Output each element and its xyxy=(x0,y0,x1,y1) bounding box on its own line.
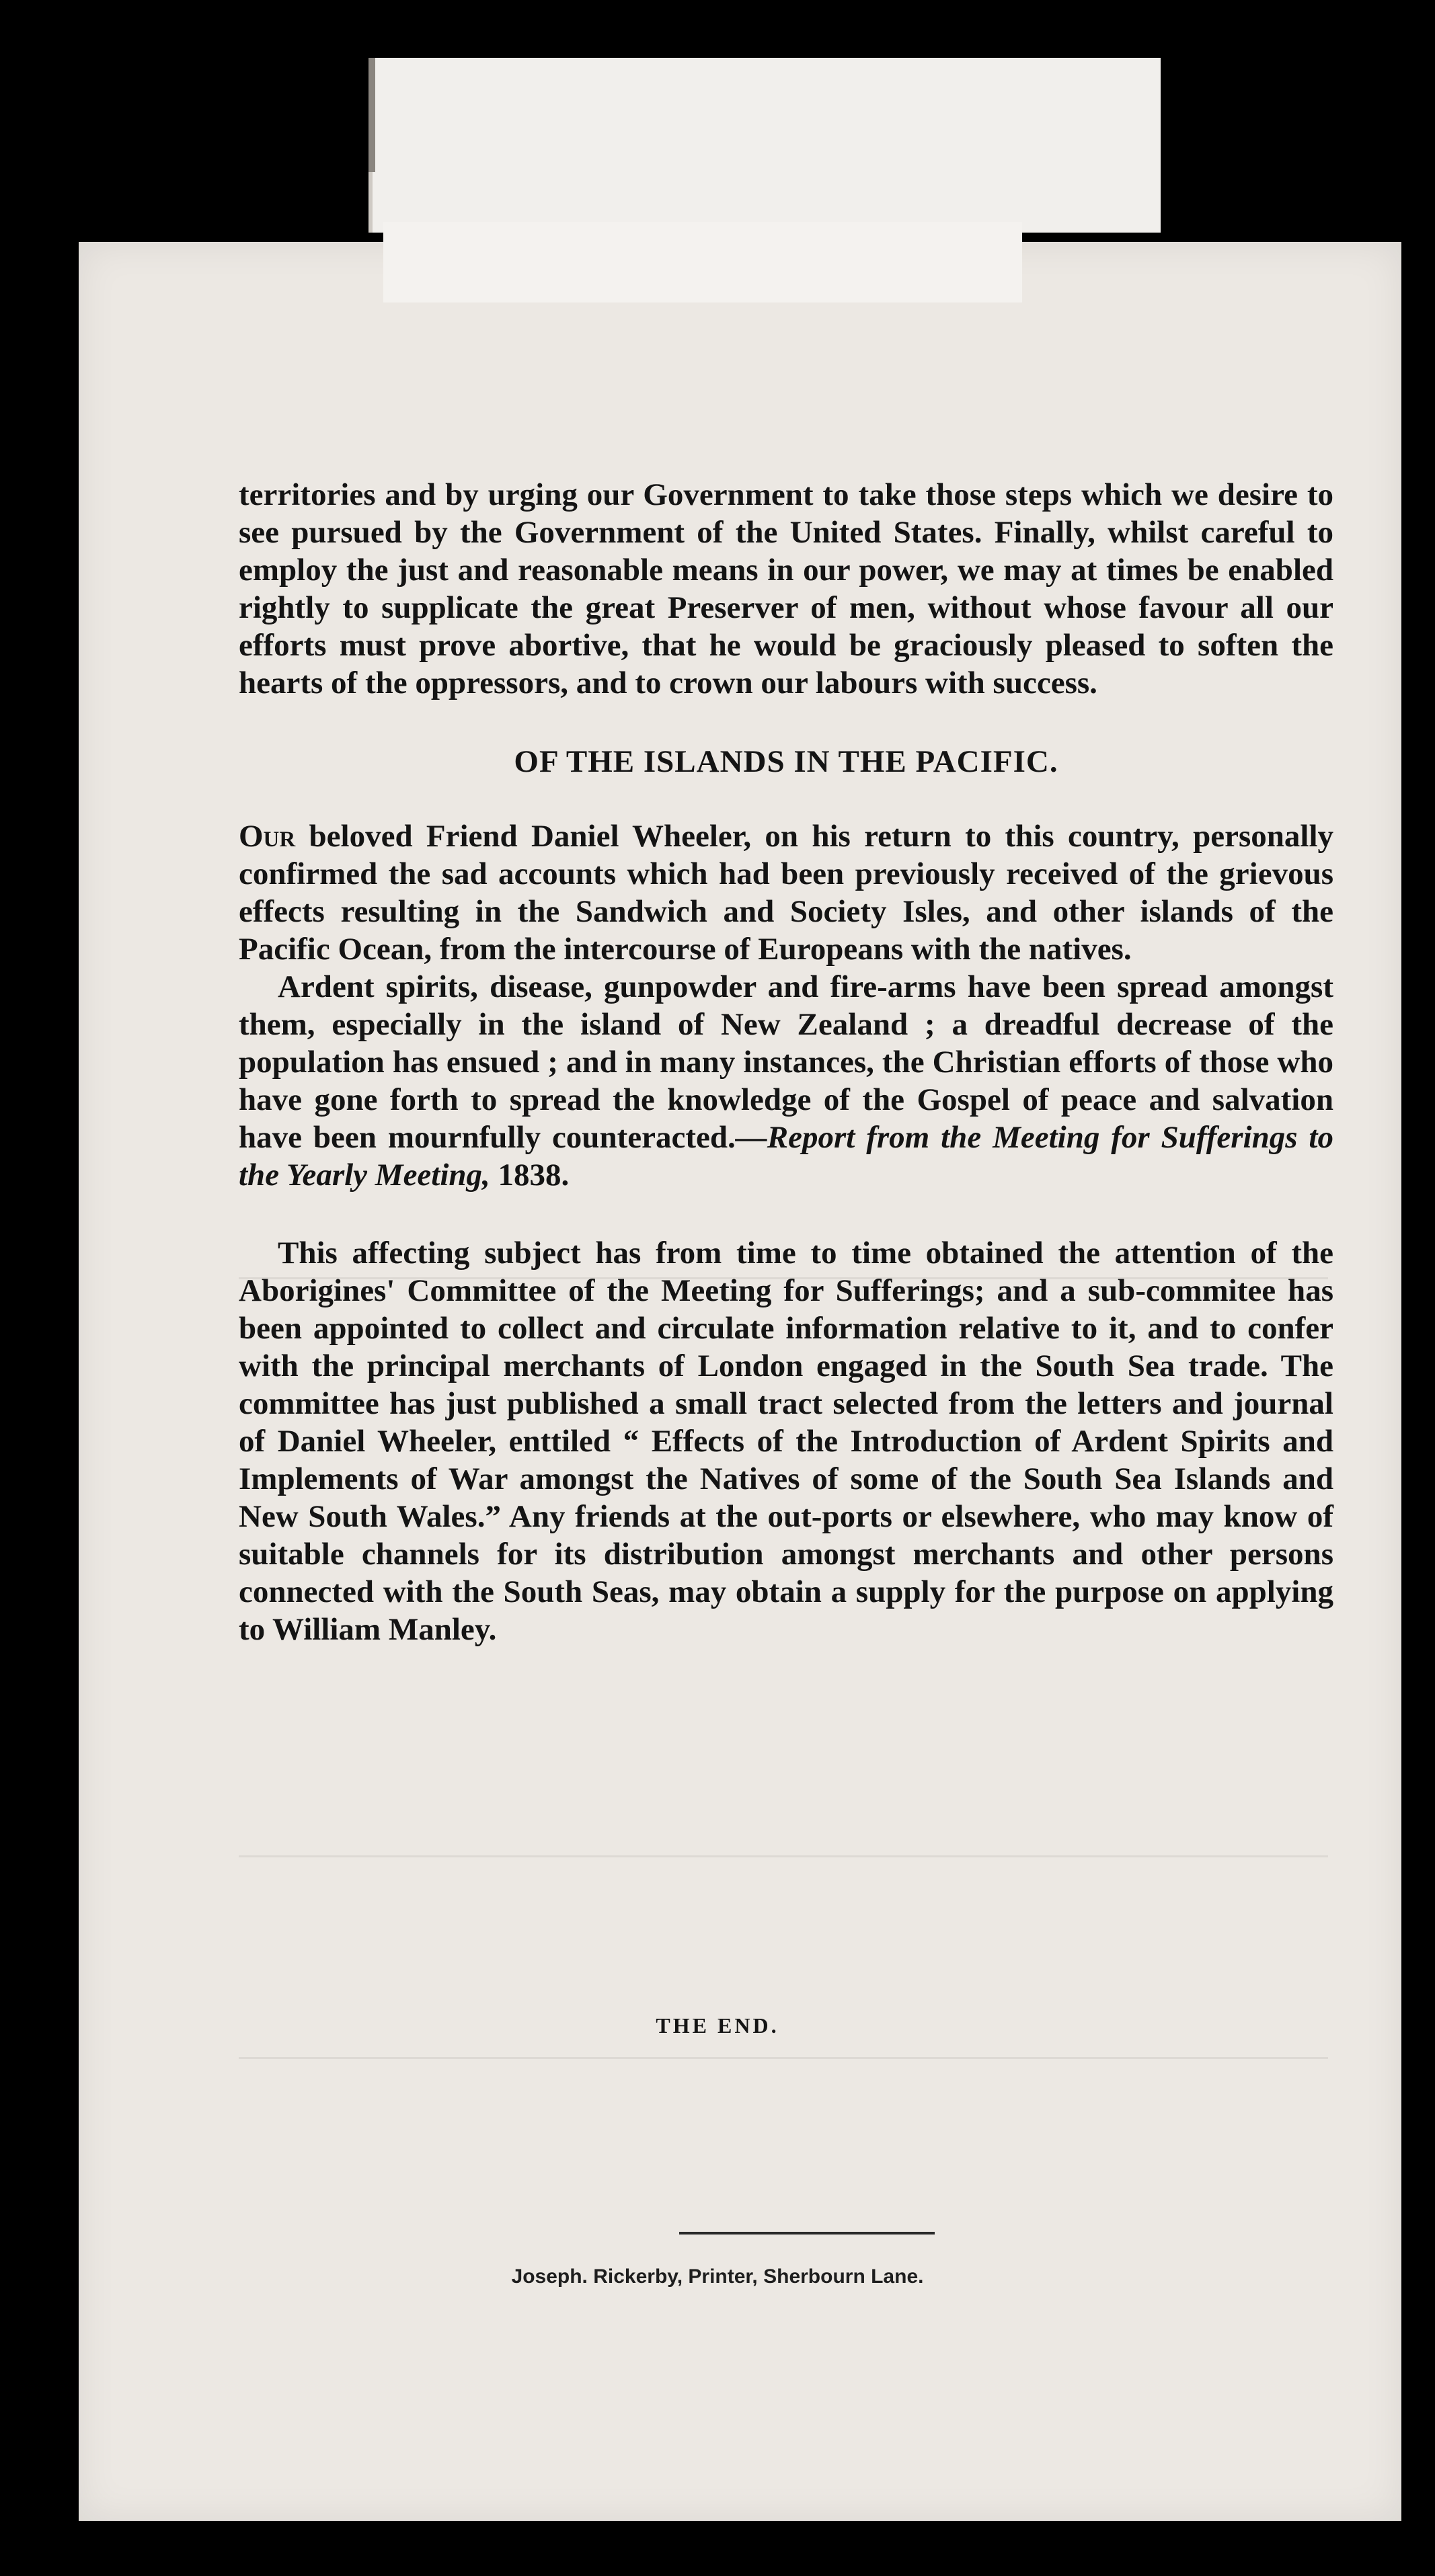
show-through-line xyxy=(239,2057,1328,2059)
printer-imprint: Joseph. Rickerby, Printer, Sherbourn Lane. xyxy=(511,2265,924,2288)
pasted-paper-slip xyxy=(369,58,1161,233)
section-heading: OF THE ISLANDS IN THE PACIFIC. xyxy=(514,744,1058,779)
paragraph-closing-appeal: territories and by urging our Government to take those steps which we desire to see pursued by the Government of the United States. Finally, whilst careful to employ the just and reasonable means in our power, we may at times be enabled rightly to supplicate the great Preserver of men, without whose favour all our efforts must prove abortive, that he would be graciously pleased to soften the hearts of the oppressors, and to crown our labours with success. xyxy=(239,477,1333,700)
footer-rule xyxy=(679,2232,935,2235)
paragraph-committee-tract: This affecting subject has from time to time obtained the attention of the Aborigines' Committee of the Meeting for Sufferings; and a sub-commitee has been appointed to collect and circulate information relative to it, and to confer with the principal merchants of London engaged in the South Sea trade. The committee has just published a small tract selected from the letters and journal of Daniel Wheeler, enttiled “ Effects of the Introduction of Ardent Spirits and Implements of War amongst the Natives of some of the South Sea Islands and New South Wales.” Any friends at the out-ports or elsewhere, who may know of suitable channels for its distribution amongst merchants and other persons connected with the South Seas, may obtain a supply for the purpose on applying to William Manley. xyxy=(239,1236,1333,1647)
paragraph-ardent-spirits xyxy=(239,968,1333,1194)
the-end-label: THE END. xyxy=(656,2013,779,2038)
paragraph-lead-in: Our xyxy=(239,819,296,854)
paragraph-gap xyxy=(239,1194,1333,1234)
pasted-paper-fold xyxy=(383,222,1022,303)
paragraph-text: Ardent spirits, disease, gunpowder and fire-arms have been spread amongst them, especially in the island of New Zealand ; a dreadful decrease of the population has ensued ; and in many instances, the Christian efforts of those who have gone forth to spread the knowledge of the Gospel of peace and salvation have been mournfully counteracted. xyxy=(239,969,1333,1155)
show-through-line xyxy=(239,1855,1328,1857)
paragraph-wheeler-report xyxy=(239,817,1333,968)
citation-year: 1838. xyxy=(490,1158,570,1193)
slip-edge-mark xyxy=(369,58,375,172)
document-body xyxy=(239,476,1333,1648)
report-citation: —Report from the Meeting for Sufferings to the Yearly Meeting, xyxy=(239,1120,1333,1193)
paragraph-text: beloved Friend Daniel Wheeler, on his return to this country, personally confirmed the sad accounts which had been previously received of the grievous effects resulting in the Sandwich and Society Isles, and other islands of the Pacific Ocean, from the intercourse of Europeans with the natives. xyxy=(239,819,1333,967)
